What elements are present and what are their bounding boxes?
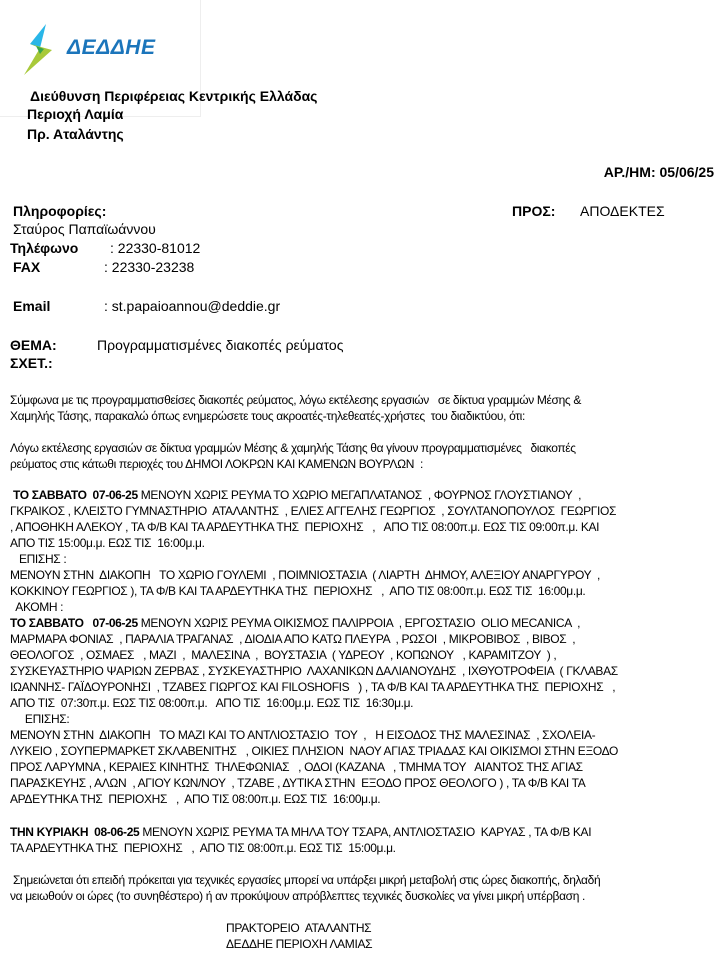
line-text: ΓΚΡΑΙΚΟΣ , ΚΛΕΙΣΤΟ ΓΥΜΝΑΣΤΗΡΙΟ ΑΤΑΛΑΝΤΗΣ , ΕΛΙΕΣ ΑΓΓΕΛΗΣ ΓΕΩΡΓΙΟΣ , ΣΟΥΛΤΑΝΟΠΟΥΛΟΣ ΓΕΩΡΓΙΟΣ: [10, 504, 617, 518]
line-text: ΑΠΟ ΤΙΣ 15:00μ.μ. ΕΩΣ ΤΙΣ 16:00μ.μ.: [10, 536, 205, 550]
line-text: ΜΕΝΟΥΝ ΣΤΗΝ ΔΙΑΚΟΠΗ ΤΟ ΜΑΖΙ ΚΑΙ ΤΟ ΑΝΤΛΙΟΣΤΑΣΙΟ ΤΟΥ , Η ΕΙΣΟΔΟΣ ΤΗΣ ΜΑΛΕΣΙΝΑΣ , ΣΧΟΛΕΙΑ-: [10, 728, 596, 742]
phone-label: Τηλέφωνο: [10, 240, 79, 256]
note-paragraph: [10, 872, 600, 904]
line-text: ΠΡΟΣ ΛΑΡΥΜΝΑ , ΚΕΡΑΙΕΣ ΚΙΝΗΤΗΣ ΤΗΛΕΦΩΝΙΑΣ , ΟΔΟΙ (ΚΑΖΑΝΑ , ΤΜΗΜΑ ΤΟΥ ΑΙΑΝΤΟΣ ΤΗΣ ΑΓΙΑΣ: [10, 760, 583, 774]
line-text: ΤΑ ΑΡΔΕΥΤΗΚΑ ΤΗΣ ΠΕΡΙΟΧΗΣ , ΑΠΟ ΤΙΣ 08:00π.μ. ΕΩΣ ΤΙΣ 15:00μ.μ.: [10, 841, 396, 855]
phone-value: : 22330-81012: [110, 240, 201, 256]
info-label: Πληροφορίες:: [13, 203, 107, 219]
intro-paragraph: [10, 392, 581, 424]
text-line: Λόγω εκτέλεσης εργασιών σε δίκτυα γραμμών Μέσης & χαμηλής Τάσης θα γίνουν προγραμματισμένες διακοπές: [10, 441, 576, 455]
line-text: ΘΕΟΛΟΓΟΣ , ΟΣΜΑΕΣ , ΜΑΖΙ , ΜΑΛΕΣΙΝΑ , ΒΟΥΣΤΑΣΙΑ ( ΥΔΡΕΟΥ , ΚΟΠΩΝΟΥ , ΚΑΡΑΜΙΤΖΟΥ ) ,: [10, 648, 557, 662]
text-line: [10, 840, 591, 856]
text-line: [10, 695, 618, 711]
text-line: Σύμφωνα με τις προγραμματισθείσες διακοπές ρεύματος, λόγω εκτέλεσης εργασιών σε δίκτυα γραμμών Μέσης &: [10, 393, 581, 407]
text-line: ρεύματος στις κάτωθι περιοχές του ΔΗΜΟΙ ΛΟΚΡΩΝ ΚΑΙ ΚΑΜΕΝΩΝ ΒΟΥΡΛΩΝ :: [10, 457, 423, 471]
text-line: [10, 663, 618, 679]
line-text: ΙΩΑΝΝΗΣ- ΓΑΪΔΟΥΡΟΝΗΣΙ , ΤΖΑΒΕΣ ΓΙΩΡΓΟΣ ΚΑΙ FILOSHOFIS ) , ΤΑ Φ/Β ΚΑΙ ΤΑ ΑΡΔΕΥΤΗΚΑ ΤΗΣ ΠΕΡΙΟΧΗΣ ,: [10, 680, 616, 694]
area-name: Περιοχή Λαμία: [27, 106, 124, 122]
text-line: [10, 519, 616, 535]
sunday-outage-block: [10, 824, 591, 856]
email-label: Email: [13, 298, 51, 314]
text-line: [10, 631, 618, 647]
text-line: [10, 487, 616, 503]
line-text: , ΑΠΟΘΗΚΗ ΑΛΕΚΟΥ , ΤΑ Φ/Β ΚΑΙ ΤΑ ΑΡΔΕΥΤΗΚΑ ΤΗΣ ΠΕΡΙΟΧΗΣ , ΑΠΟ ΤΙΣ 08:00π.μ. ΕΩΣ ΤΙΣ 09:00π.μ. ΚΑΙ: [10, 520, 600, 534]
subject-label: ΘΕΜΑ:: [10, 337, 57, 353]
text-line: Χαμηλής Τάσης, παρακαλώ όπως ενημερώσετε τους ακροατές-τηλεθεατές-χρήστες του διαδικτύου, ότι:: [10, 409, 525, 423]
line-text: ΛΥΚΕΙΟ , ΣΟΥΠΕΡΜΑΡΚΕΤ ΣΚΛΑΒΕΝΙΤΗΣ , ΟΙΚΙΕΣ ΠΛΗΣΙΟΝ ΝΑΟΥ ΑΓΙΑΣ ΤΡΙΑΔΑΣ ΚΑΙ ΟΙΚΙΣΜΟΙ ΣΤΗΝ ΕΞΟΔΟ: [10, 744, 619, 758]
subject-value: Προγραμματισμένες διακοπές ρεύματος: [97, 337, 344, 353]
line-text: ΜΕΝΟΥΝ ΧΩΡΙΣ ΡΕΥΜΑ ΤΟ ΧΩΡΙΟ ΜΕΓΑΠΛΑΤΑΝΟΣ , ΦΟΥΡΝΟΣ ΓΛΟΥΣΤΙΑΝΟΥ ,: [140, 488, 582, 502]
line-text: ΠΑΡΑΣΚΕΥΗΣ , ΑΛΩΝ , ΑΓΙΟΥ ΚΩΝ/ΝΟΥ , ΤΖΑΒΕ , ΔΥΤΙΚΑ ΣΤΗΝ ΕΞΟΔΟ ΠΡΟΣ ΘΕΟΛΟΓΟ ) , ΤΑ Φ/Β ΚΑΙ ΤΑ: [10, 776, 586, 790]
to-value: ΑΠΟΔΕΚΤΕΣ: [580, 203, 665, 219]
department-name: Διεύθυνση Περιφέρειας Κεντρικής Ελλάδας: [30, 88, 318, 104]
line-text: ΜΑΡΜΑΡΑ ΦΟΝΙΑΣ , ΠΑΡΑΛΙΑ ΤΡΑΓΑΝΑΣ , ΔΙΟΔΙΑ ΑΠΟ ΚΑΤΩ ΠΛΕΥΡΑ , ΡΩΣΟΙ , ΜΙΚΡΟΒΙΒΟΣ , ΒΙΒΟΣ ,: [10, 632, 576, 646]
text-line: [10, 535, 616, 551]
line-text: ΣΥΣΚΕΥΑΣΤΗΡΙΟ ΨΑΡΙΩΝ ΖΕΡΒΑΣ , ΣΥΣΚΕΥΑΣΤΗΡΙΟ ΛΑΧΑΝΙΚΩΝ ΔΑΛΙΑΝΟΥΔΗΣ , ΙΧΘΥΟΤΡΟΦΕΙΑ ( ΓΚΛΑΒΑΣ: [10, 664, 618, 678]
line-text: ΕΠΙΣΗΣ:: [10, 712, 70, 726]
text-line: [10, 775, 618, 791]
text-line: [10, 824, 591, 840]
deddie-logo-icon: [24, 24, 64, 76]
date-lead: ΤΟ ΣΑΒΒΑΤΟ 07-06-25: [10, 488, 141, 502]
areas-paragraph: [10, 440, 576, 472]
logo-text: ΔΕΔΔΗΕ: [67, 36, 156, 59]
fax-label: FAX: [13, 259, 41, 275]
text-line: Σημειώνεται ότι επειδή πρόκειται για τεχνικές εργασίες μπορεί να υπάρξει μικρή μεταβολή στις ώρες διακοπής, δηλαδή: [10, 873, 601, 887]
line-text: ΑΚΟΜΗ :: [10, 600, 64, 614]
line-text: ΑΡΔΕΥΤΗΚΑ ΤΗΣ ΠΕΡΙΟΧΗΣ , ΑΠΟ ΤΙΣ 08:00π.μ. ΕΩΣ ΤΙΣ 16:00μ.μ.: [10, 792, 381, 806]
email-value: : st.papaioannou@deddie.gr: [104, 298, 281, 314]
line-text: ΜΕΝΟΥΝ ΧΩΡΙΣ ΡΕΥΜΑ ΟΙΚΙΣΜΟΣ ΠΑΛΙΡΡΟΙΑ , ΕΡΓΟΣΤΑΣΙΟ OLIO MECANICA ,: [140, 616, 581, 630]
date-lead: ΤΟ ΣΑΒΒΑΤΟ 07-06-25: [10, 616, 141, 630]
signature-line: ΠΡΑΚΤΟΡΕΙΟ ΑΤΑΛΑΝΤΗΣ: [226, 921, 372, 935]
text-line: [10, 791, 618, 807]
signature-line: ΔΕΔΔΗΕ ΠΕΡΙΟΧΗ ΛΑΜΙΑΣ: [226, 937, 373, 951]
text-line: [10, 615, 618, 631]
text-line: [10, 567, 616, 583]
text-line: [10, 583, 616, 599]
line-text: ΜΕΝΟΥΝ ΧΩΡΙΣ ΡΕΥΜΑ ΤΑ ΜΗΛΑ ΤΟΥ ΤΣΑΡΑ, ΑΝΤΛΙΟΣΤΑΣΙΟ ΚΑΡΥΑΣ , ΤΑ Φ/Β ΚΑΙ: [142, 825, 592, 839]
text-line: [10, 647, 618, 663]
text-line: [10, 503, 616, 519]
office-name: Πρ. Αταλάντης: [27, 126, 124, 142]
text-line: [10, 679, 618, 695]
date-lead: ΤΗΝ ΚΥΡΙΑΚΗ 08-06-25: [10, 825, 143, 839]
text-line: [10, 711, 618, 727]
line-text: ΜΕΝΟΥΝ ΣΤΗΝ ΔΙΑΚΟΠΗ ΤΟ ΧΩΡΙΟ ΓΟΥΛΕΜΙ , ΠΟΙΜΝΙΟΣΤΑΣΙΑ ( ΛΙΑΡΤΗ ΔΗΜΟΥ, ΑΛΕΞΙΟΥ ΑΝΑΡΓΥΡΟΥ ,: [10, 568, 601, 582]
to-label: ΠΡΟΣ:: [512, 203, 556, 219]
line-text: ΑΠΟ ΤΙΣ 07:30π.μ. ΕΩΣ ΤΙΣ 08:00π.μ. ΑΠΟ ΤΙΣ 16:00μ.μ. ΕΩΣ ΤΙΣ 16:30μ.μ.: [10, 696, 414, 710]
reference-date: ΑΡ./ΗΜ: 05/06/25: [603, 164, 714, 180]
saturday-outage-block-2: [10, 615, 618, 807]
text-line: [10, 599, 616, 615]
text-line: [10, 759, 618, 775]
info-name: Σταύρος Παπαϊωάννου: [13, 221, 156, 237]
text-line: [10, 727, 618, 743]
reference-label: ΣΧΕΤ.:: [10, 355, 53, 371]
signature: [226, 920, 372, 952]
text-line: να μειωθούν οι ώρες (το συνηθέστερο) ή αν προκύψουν απρόβλεπτες τεχνικές δυσκολίες να γίνει μικρή υπέρβαση .: [10, 889, 586, 903]
fax-value: : 22330-23238: [104, 259, 195, 275]
saturday-outage-block-1: [10, 487, 616, 615]
text-line: [10, 551, 616, 567]
line-text: ΕΠΙΣΗΣ :: [10, 552, 67, 566]
line-text: ΚΟΚΚΙΝΟΥ ΓΕΩΡΓΙΟΣ ), ΤΑ Φ/Β ΚΑΙ ΤΑ ΑΡΔΕΥΤΗΚΑ ΤΗΣ ΠΕΡΙΟΧΗΣ , ΑΠΟ ΤΙΣ 08:00π.μ. ΕΩΣ ΤΙΣ 16:00μ.μ.: [10, 584, 586, 598]
text-line: [10, 743, 618, 759]
